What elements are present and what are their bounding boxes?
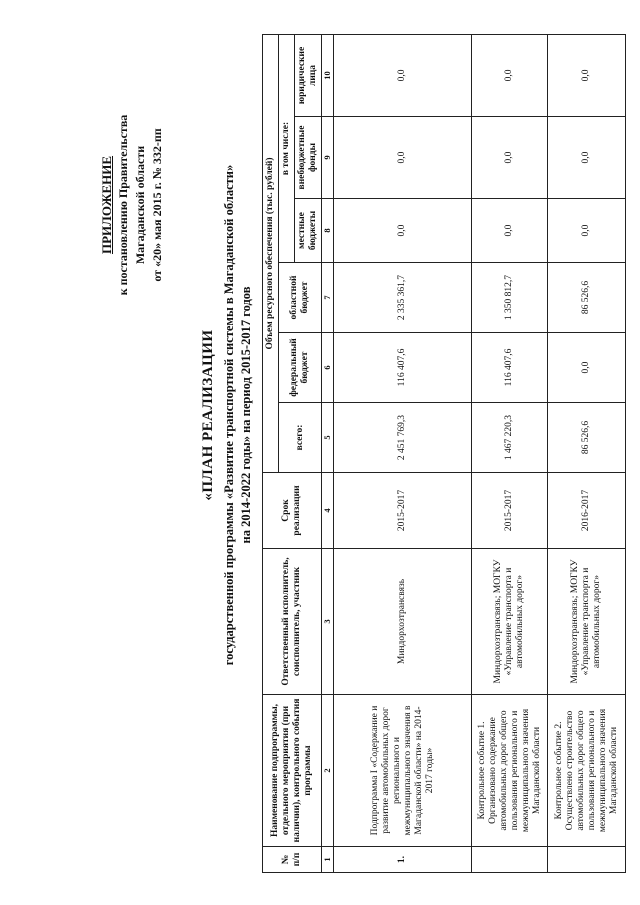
row-local: 0,0 — [548, 199, 626, 263]
table-row-event-2 — [548, 34, 626, 872]
header-executor: Ответственный исполнитель, соисполнитель, участник — [263, 549, 322, 695]
plan-title: «ПЛАН РЕАЛИЗАЦИИ — [200, 329, 216, 501]
column-number: 10 — [322, 34, 334, 116]
appendix-line-3: Магаданской области — [133, 145, 147, 265]
column-number: 4 — [322, 473, 334, 549]
plan-title-block — [200, 135, 255, 695]
header-total: всего: — [279, 403, 322, 473]
row-offbudget: 0,0 — [334, 117, 472, 199]
header-local: местные бюджеты — [295, 199, 322, 263]
header-num: № п/п — [263, 847, 322, 873]
row-legal: 0,0 — [472, 34, 548, 116]
header-volume: Объем ресурсного обеспечения (тыс. рублей) — [263, 34, 279, 472]
row-regional: 86 526,6 — [548, 263, 626, 333]
appendix-date-line: от «20» мая 2015 г. № 332-пп — [150, 128, 164, 282]
row-local: 0,0 — [472, 199, 548, 263]
table-row-event-1 — [472, 34, 548, 872]
header-row-1 — [263, 34, 279, 872]
row-name: Контрольное событие 2. Осуществлено строительство автомобильных дорог общего пользования регионального и межмуниципального значения Магаданской области — [548, 695, 626, 847]
row-federal: 0,0 — [548, 333, 626, 403]
row-num — [548, 847, 626, 873]
plan-subtitle-1: государственной программы «Развитие транспортной системы в Магаданской области» — [222, 164, 236, 666]
row-name: Подпрограмма I «Содержание и развитие автомобильных дорог регионального и межмуниципального значения в Магаданской области» на 2014-2017 годы» — [334, 695, 472, 847]
row-offbudget: 0,0 — [472, 117, 548, 199]
row-federal: 116 407,6 — [334, 333, 472, 403]
row-executor: Миндорхозтрансвязь — [334, 549, 472, 695]
row-local: 0,0 — [334, 199, 472, 263]
appendix-heading: ПРИЛОЖЕНИЕ — [99, 155, 114, 255]
row-legal: 0,0 — [548, 34, 626, 116]
column-number: 2 — [322, 695, 334, 847]
row-total: 2 451 769,3 — [334, 403, 472, 473]
row-federal: 116 407,6 — [472, 333, 548, 403]
column-number: 5 — [322, 403, 334, 473]
plan-table — [262, 34, 626, 873]
header-federal: федеральный бюджет — [279, 333, 322, 403]
row-regional: 1 350 812,7 — [472, 263, 548, 333]
column-number: 1 — [322, 847, 334, 873]
row-num: 1. — [334, 847, 472, 873]
row-term: 2016-2017 — [548, 473, 626, 549]
column-number-row — [322, 34, 334, 872]
row-total: 1 467 220,3 — [472, 403, 548, 473]
row-name: Контрольное событие 1. Организовано содержание автомобильных дорог общего пользования регионального и межмуниципального значения Магаданской области — [472, 695, 548, 847]
row-executor: Миндорхозтрансвязь; МОГКУ «Управление транспорта и автомобильных дорог» — [472, 549, 548, 695]
row-num — [472, 847, 548, 873]
header-term: Срок реализации — [263, 473, 322, 549]
header-legal: юридические лица — [295, 34, 322, 116]
column-number: 9 — [322, 117, 334, 199]
column-number: 8 — [322, 199, 334, 263]
column-number: 6 — [322, 333, 334, 403]
row-term: 2015-2017 — [334, 473, 472, 549]
header-name: Наименование подпрограммы, отдельного мероприятия (при наличии), контрольного события программы — [263, 695, 322, 847]
column-number: 7 — [322, 263, 334, 333]
row-offbudget: 0,0 — [548, 117, 626, 199]
row-regional: 2 335 361,7 — [334, 263, 472, 333]
row-total: 86 526,6 — [548, 403, 626, 473]
column-number: 3 — [322, 549, 334, 695]
header-including: в том числе: — [279, 34, 295, 262]
header-offbudget: внебюджетные фонды — [295, 117, 322, 199]
row-term: 2015-2017 — [472, 473, 548, 549]
header-regional: областной бюджет — [279, 263, 322, 333]
table-row-subprogram — [334, 34, 472, 872]
appendix-block — [98, 110, 166, 300]
appendix-line-2: к постановлению Правительства — [116, 114, 130, 296]
plan-subtitle-2: на 2014-2022 годы» на период 2015-2017 годов — [239, 286, 253, 544]
row-executor: Миндорхозтрансвязь; МОГКУ «Управление транспорта и автомобильных дорог» — [548, 549, 626, 695]
row-legal: 0,0 — [334, 34, 472, 116]
